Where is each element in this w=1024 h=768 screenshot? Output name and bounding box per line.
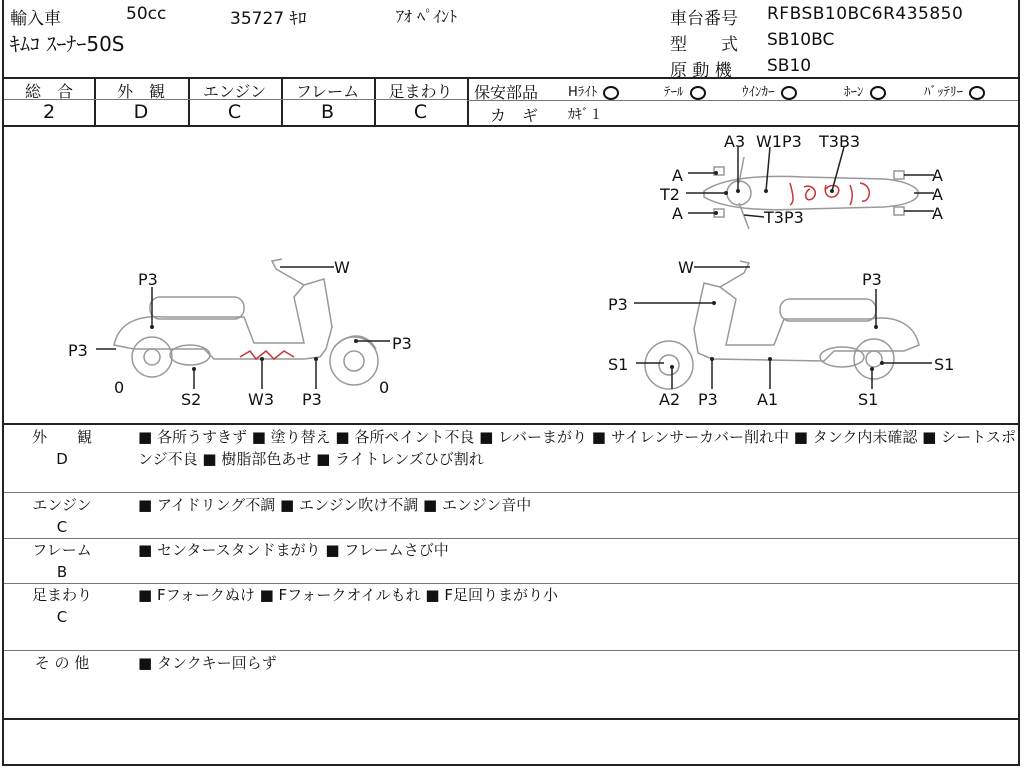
diagram-code: P3: [392, 334, 412, 353]
key-value: ｶｷﾞ１: [568, 107, 603, 123]
safety-item: ｳｲﾝｶｰ: [742, 81, 797, 100]
remark-grade: D: [56, 450, 68, 468]
diagram-code: P3: [608, 295, 628, 314]
exterior-value: D: [133, 101, 149, 123]
mileage: 35727 ｷﾛ: [230, 9, 307, 29]
diagram-code: A2: [659, 390, 681, 409]
divider: [467, 100, 1018, 101]
type-value: SB10BC: [767, 30, 835, 50]
divider: [4, 423, 1018, 425]
ok-circle-icon: [870, 86, 886, 100]
type-label: 型 式: [670, 35, 738, 55]
diagram-code: P3: [862, 270, 882, 289]
ok-circle-icon: [690, 86, 706, 100]
safety-item: ﾃｰﾙ: [664, 81, 706, 100]
diagram-code: T2: [660, 185, 680, 204]
import-label: 輸入車: [10, 9, 61, 29]
marker-dots: [150, 171, 884, 371]
diagram-code: W: [334, 258, 350, 277]
ok-circle-icon: [603, 86, 619, 100]
remark-grade: C: [56, 518, 68, 536]
chassis-number: RFBSB10BC6R435850: [767, 4, 964, 24]
remark-label: エンジン: [32, 496, 92, 514]
engine-grade-value: C: [227, 101, 242, 123]
remark-label: そ の 他: [34, 654, 90, 672]
diagram-code: 0: [379, 378, 390, 397]
remark-text: ■ センタースタンドまがり ■ フレームさび中: [138, 541, 449, 559]
diagram-code: A: [932, 204, 943, 223]
ok-circle-icon: [781, 86, 797, 100]
remark-label: 外 観: [31, 428, 92, 446]
diagram-code: A1: [757, 390, 779, 409]
diagram-code: T3B3: [819, 132, 861, 151]
divider: [4, 492, 1018, 493]
remark-text: ■ タンクキー回らず: [138, 654, 277, 672]
exterior-label: 外 観: [116, 82, 165, 101]
key-label: カ ギ: [490, 106, 539, 125]
inspection-sheet: [2, 0, 1020, 766]
diagram-code: A: [932, 185, 943, 204]
engine-grade-label: エンジン: [202, 82, 267, 101]
suspension-label: 足まわり: [388, 82, 453, 101]
overall-label: 総 合: [24, 82, 73, 101]
diagram-code: S1: [858, 390, 879, 409]
model-name: ｷﾑｺ ｽｰﾅｰ50S: [10, 32, 125, 56]
diagram-code: S1: [608, 355, 629, 374]
suspension-value: C: [413, 101, 428, 123]
diagram-code: A: [672, 204, 683, 223]
safety-item: Hﾗｲﾄ: [568, 81, 619, 100]
frame-value: B: [320, 101, 335, 123]
frame-label: フレーム: [295, 82, 360, 101]
engine-value: SB10: [767, 56, 812, 76]
safety-item: ﾊﾞｯﾃﾘｰ: [924, 81, 985, 100]
leader-lines: [96, 147, 934, 389]
divider: [4, 718, 1018, 720]
remark-label: フレーム: [32, 541, 92, 559]
diagram-code: W3: [248, 390, 274, 409]
color: ｱｵ ﾍﾟｲﾝﾄ: [396, 7, 458, 26]
diagram-code: T3P3: [764, 208, 804, 227]
remark-grade: C: [56, 608, 68, 626]
diagram-code: S1: [934, 355, 955, 374]
remark-text: ■ Fフォークぬけ ■ Fフォークオイルもれ ■ F足回りまがり小: [138, 586, 558, 604]
diagram-code: P3: [698, 390, 718, 409]
engine-label: 原 動 機: [670, 61, 732, 81]
diagram-code: P3: [138, 270, 158, 289]
diagram-code: P3: [302, 390, 322, 409]
overall-value: 2: [42, 101, 56, 123]
diagram-code: W: [678, 258, 694, 277]
chassis-label: 車台番号: [670, 9, 738, 29]
remark-grade: B: [56, 563, 68, 581]
divider: [4, 650, 1018, 651]
displacement: 50cc: [126, 4, 167, 24]
ok-circle-icon: [969, 86, 985, 100]
diagram-code: A: [932, 166, 943, 185]
diagram-code: A: [672, 166, 683, 185]
safety-item: ﾎｰﾝ: [844, 81, 886, 100]
divider: [467, 77, 469, 125]
safety-label: 保安部品: [474, 83, 539, 102]
diagram-code: A3: [724, 132, 746, 151]
diagram-code: P3: [68, 341, 88, 360]
remark-label: 足まわり: [31, 586, 92, 604]
diagram-code: S2: [181, 390, 202, 409]
remark-text: ■ アイドリング不調 ■ エンジン吹け不調 ■ エンジン音中: [138, 496, 532, 514]
diagram-code: W1P3: [756, 132, 802, 151]
scooter-top-view: [704, 157, 918, 229]
remark-text: ■ 各所うすきず ■ 塗り替え ■ 各所ペイント不良 ■ レバーまがり ■ サイレンサーカバー削れ中 ■ タンク内未確認 ■ シートスポンジ不良 ■ 樹脂部色あせ ■ ライトレンズひび割れ: [138, 428, 1016, 468]
diagram-code: 0: [114, 378, 125, 397]
